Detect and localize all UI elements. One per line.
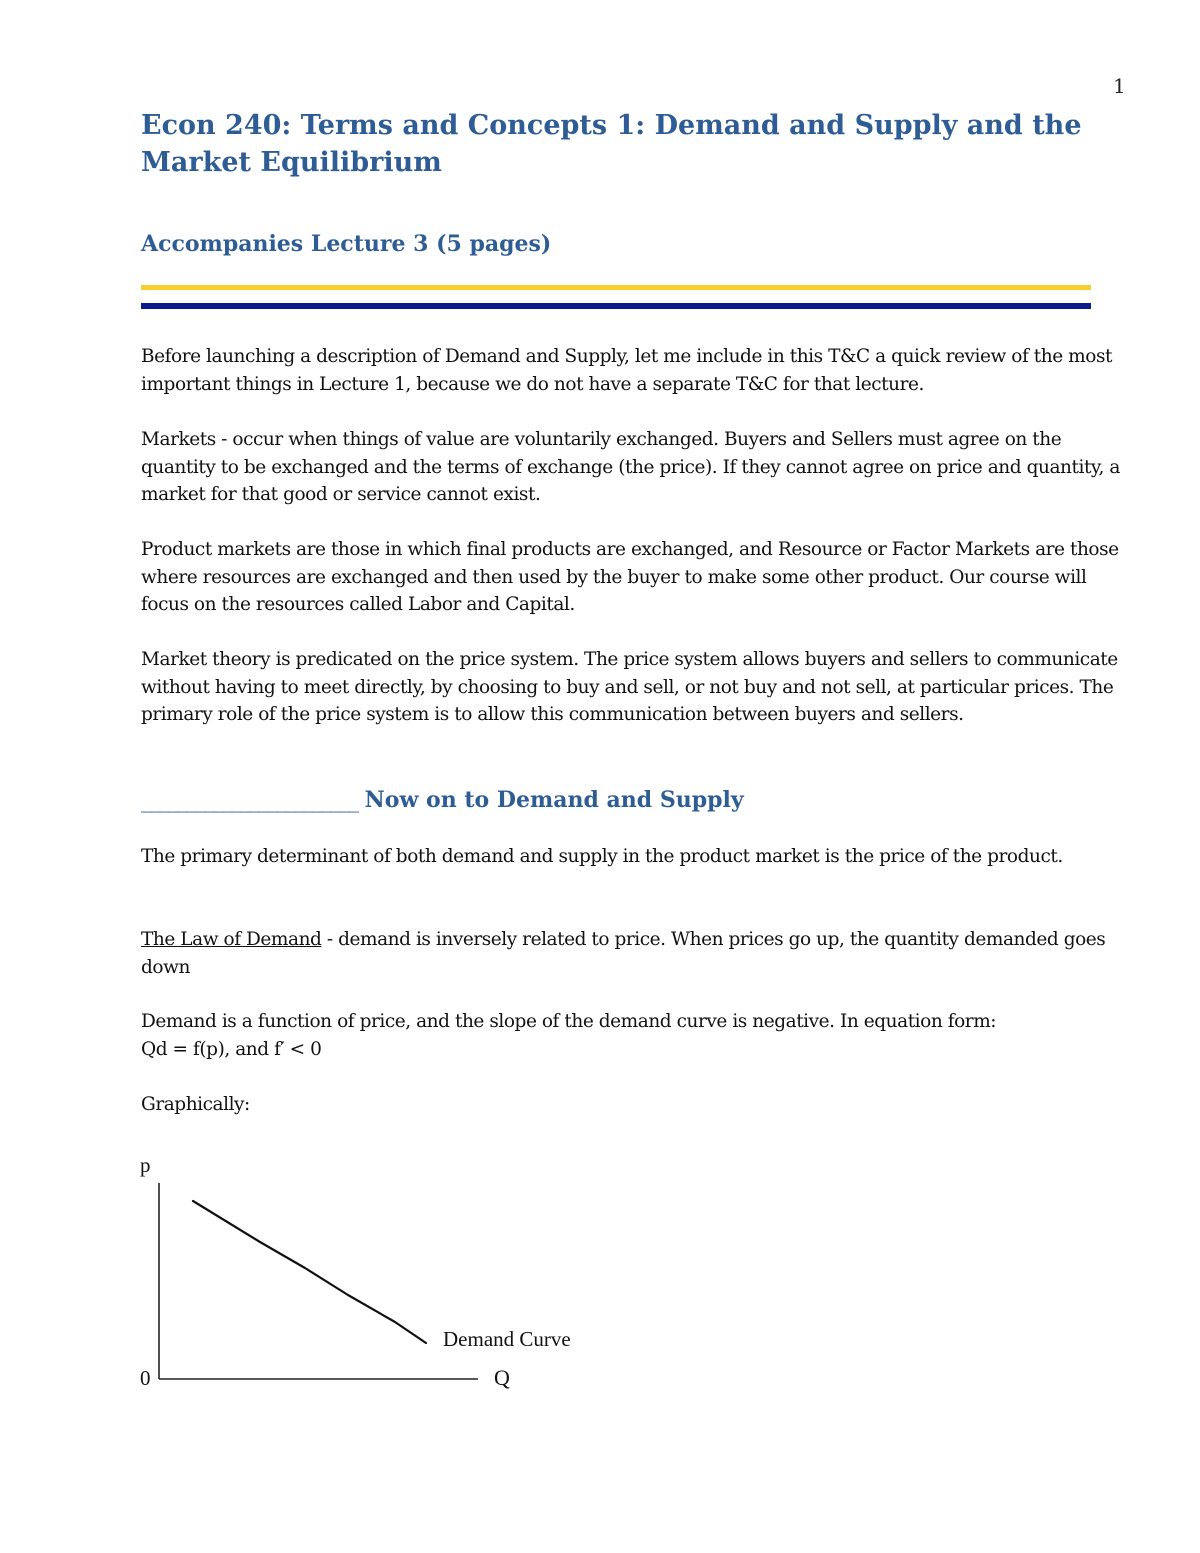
document-subtitle: Accompanies Lecture 3 (5 pages)	[141, 231, 552, 257]
law-of-demand-term: The Law of Demand	[141, 929, 322, 950]
law-of-demand-paragraph	[141, 926, 1131, 981]
demand-curve-label: Demand Curve	[443, 1327, 571, 1351]
section-heading-text: Now on to Demand and Supply	[364, 787, 744, 813]
demand-curve-line	[193, 1201, 426, 1343]
y-axis-label: p	[140, 1153, 151, 1177]
document-title: Econ 240: Terms and Concepts 1: Demand and Supply and the Market Equilibrium	[141, 110, 1082, 178]
product-markets-paragraph: Product markets are those in which final products are exchanged, and Resource or Factor Markets are those where resources are exchanged and then used by the buyer to make some other product. Our course will focus on the resources called Labor and Capital.	[141, 539, 1119, 615]
heading-blanks: ________________________	[141, 788, 357, 813]
page-number: 1	[1113, 74, 1126, 98]
x-axis-label: Q	[494, 1365, 510, 1390]
markets-paragraph: Markets - occur when things of value are voluntarily exchanged. Buyers and Sellers must agree on the quantity to be exchanged and the terms of exchange (the price). If they cannot agree on price and quantity, a market for that good or service cannot exist.	[141, 429, 1120, 505]
demand-function-paragraph	[141, 1008, 1131, 1063]
intro-paragraph: Before launching a description of Demand and Supply, let me include in this T&C a quick review of the most important things in Lecture 1, because we do not have a separate T&C for that lecture.	[141, 346, 1112, 395]
equation-line: Qd = f(p), and f′ < 0	[141, 1038, 322, 1060]
blue-divider	[141, 303, 1091, 309]
yellow-divider	[141, 285, 1091, 290]
demand-curve-graph	[130, 1145, 600, 1405]
section-heading	[141, 785, 744, 816]
law-of-demand-text: - demand is inversely related to price. When prices go up, the quantity demanded goes down	[141, 929, 1106, 978]
origin-label: 0	[140, 1366, 151, 1390]
market-theory-paragraph: Market theory is predicated on the price system. The price system allows buyers and sellers to communicate without having to meet directly, by choosing to buy and sell, or not buy and not sell, at particular prices. The primary role of the price system is to allow this communication between buyers and sellers.	[141, 649, 1118, 725]
graphically-label: Graphically:	[141, 1094, 250, 1115]
determinant-paragraph: The primary determinant of both demand and supply in the product market is the price of the product.	[141, 846, 1063, 867]
demand-function-line: Demand is a function of price, and the slope of the demand curve is negative. In equation form:	[141, 1011, 997, 1032]
